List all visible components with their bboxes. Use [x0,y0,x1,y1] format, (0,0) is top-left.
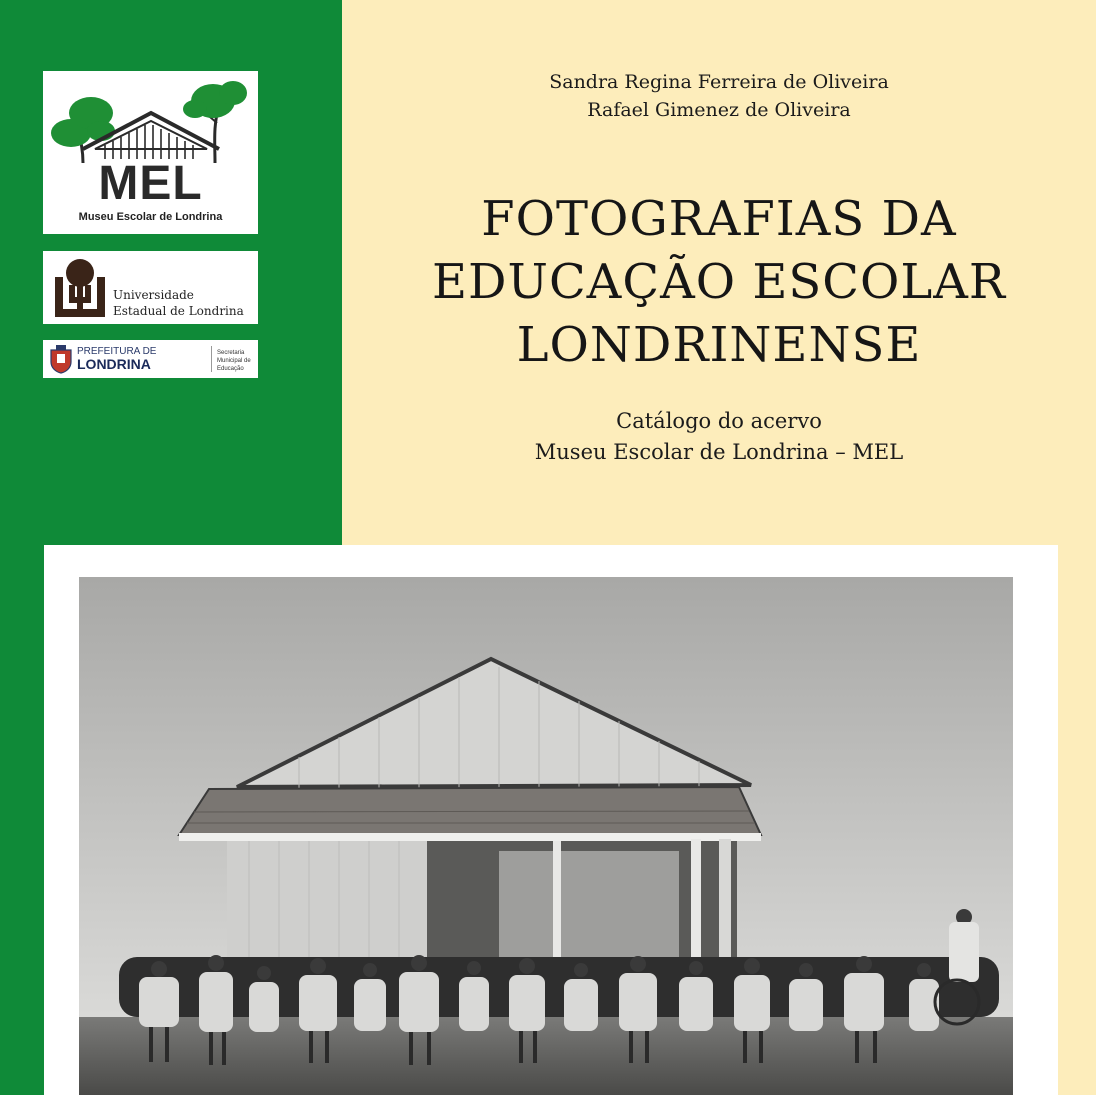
mel-name: Museu Escolar de Londrina [78,211,223,223]
school-photo-graphic [79,577,1013,1095]
author-1: Sandra Regina Ferreira de Oliveira [549,71,889,93]
author-2: Rafael Gimenez de Oliveira [587,99,851,121]
uel-logo [43,251,258,324]
title-line-3: LONDRINENSE [516,317,922,373]
title-line-2: EDUCAÇÃO ESCOLAR [431,254,1007,310]
prefeitura-line1: PREFEITURA DE [77,346,157,357]
subtitle-line-1: Catálogo do acervo [616,409,822,433]
secretaria-label: Secretaria Municipal de Educação [217,350,251,372]
prefeitura-logo [43,340,258,378]
prefeitura-divider [211,346,212,372]
book-title [342,188,1096,377]
title-line-1: FOTOGRAFIAS DA [481,191,957,247]
uel-emblem-icon [45,251,115,324]
subtitle-line-2: Museu Escolar de Londrina – MEL [534,440,904,464]
green-strip-left [0,545,44,1095]
mel-logo [43,71,258,234]
uel-name-line1: Universidade [113,288,194,302]
prefeitura-line2: LONDRINA [77,356,151,372]
cream-strip-right [1058,545,1096,1095]
school-photo [79,577,1013,1095]
authors [342,68,1096,124]
mel-abbr: MEL [98,157,203,210]
uel-name-line2: Estadual de Londrina [113,304,244,318]
coat-of-arms-icon [48,344,74,374]
subtitle [342,406,1096,468]
